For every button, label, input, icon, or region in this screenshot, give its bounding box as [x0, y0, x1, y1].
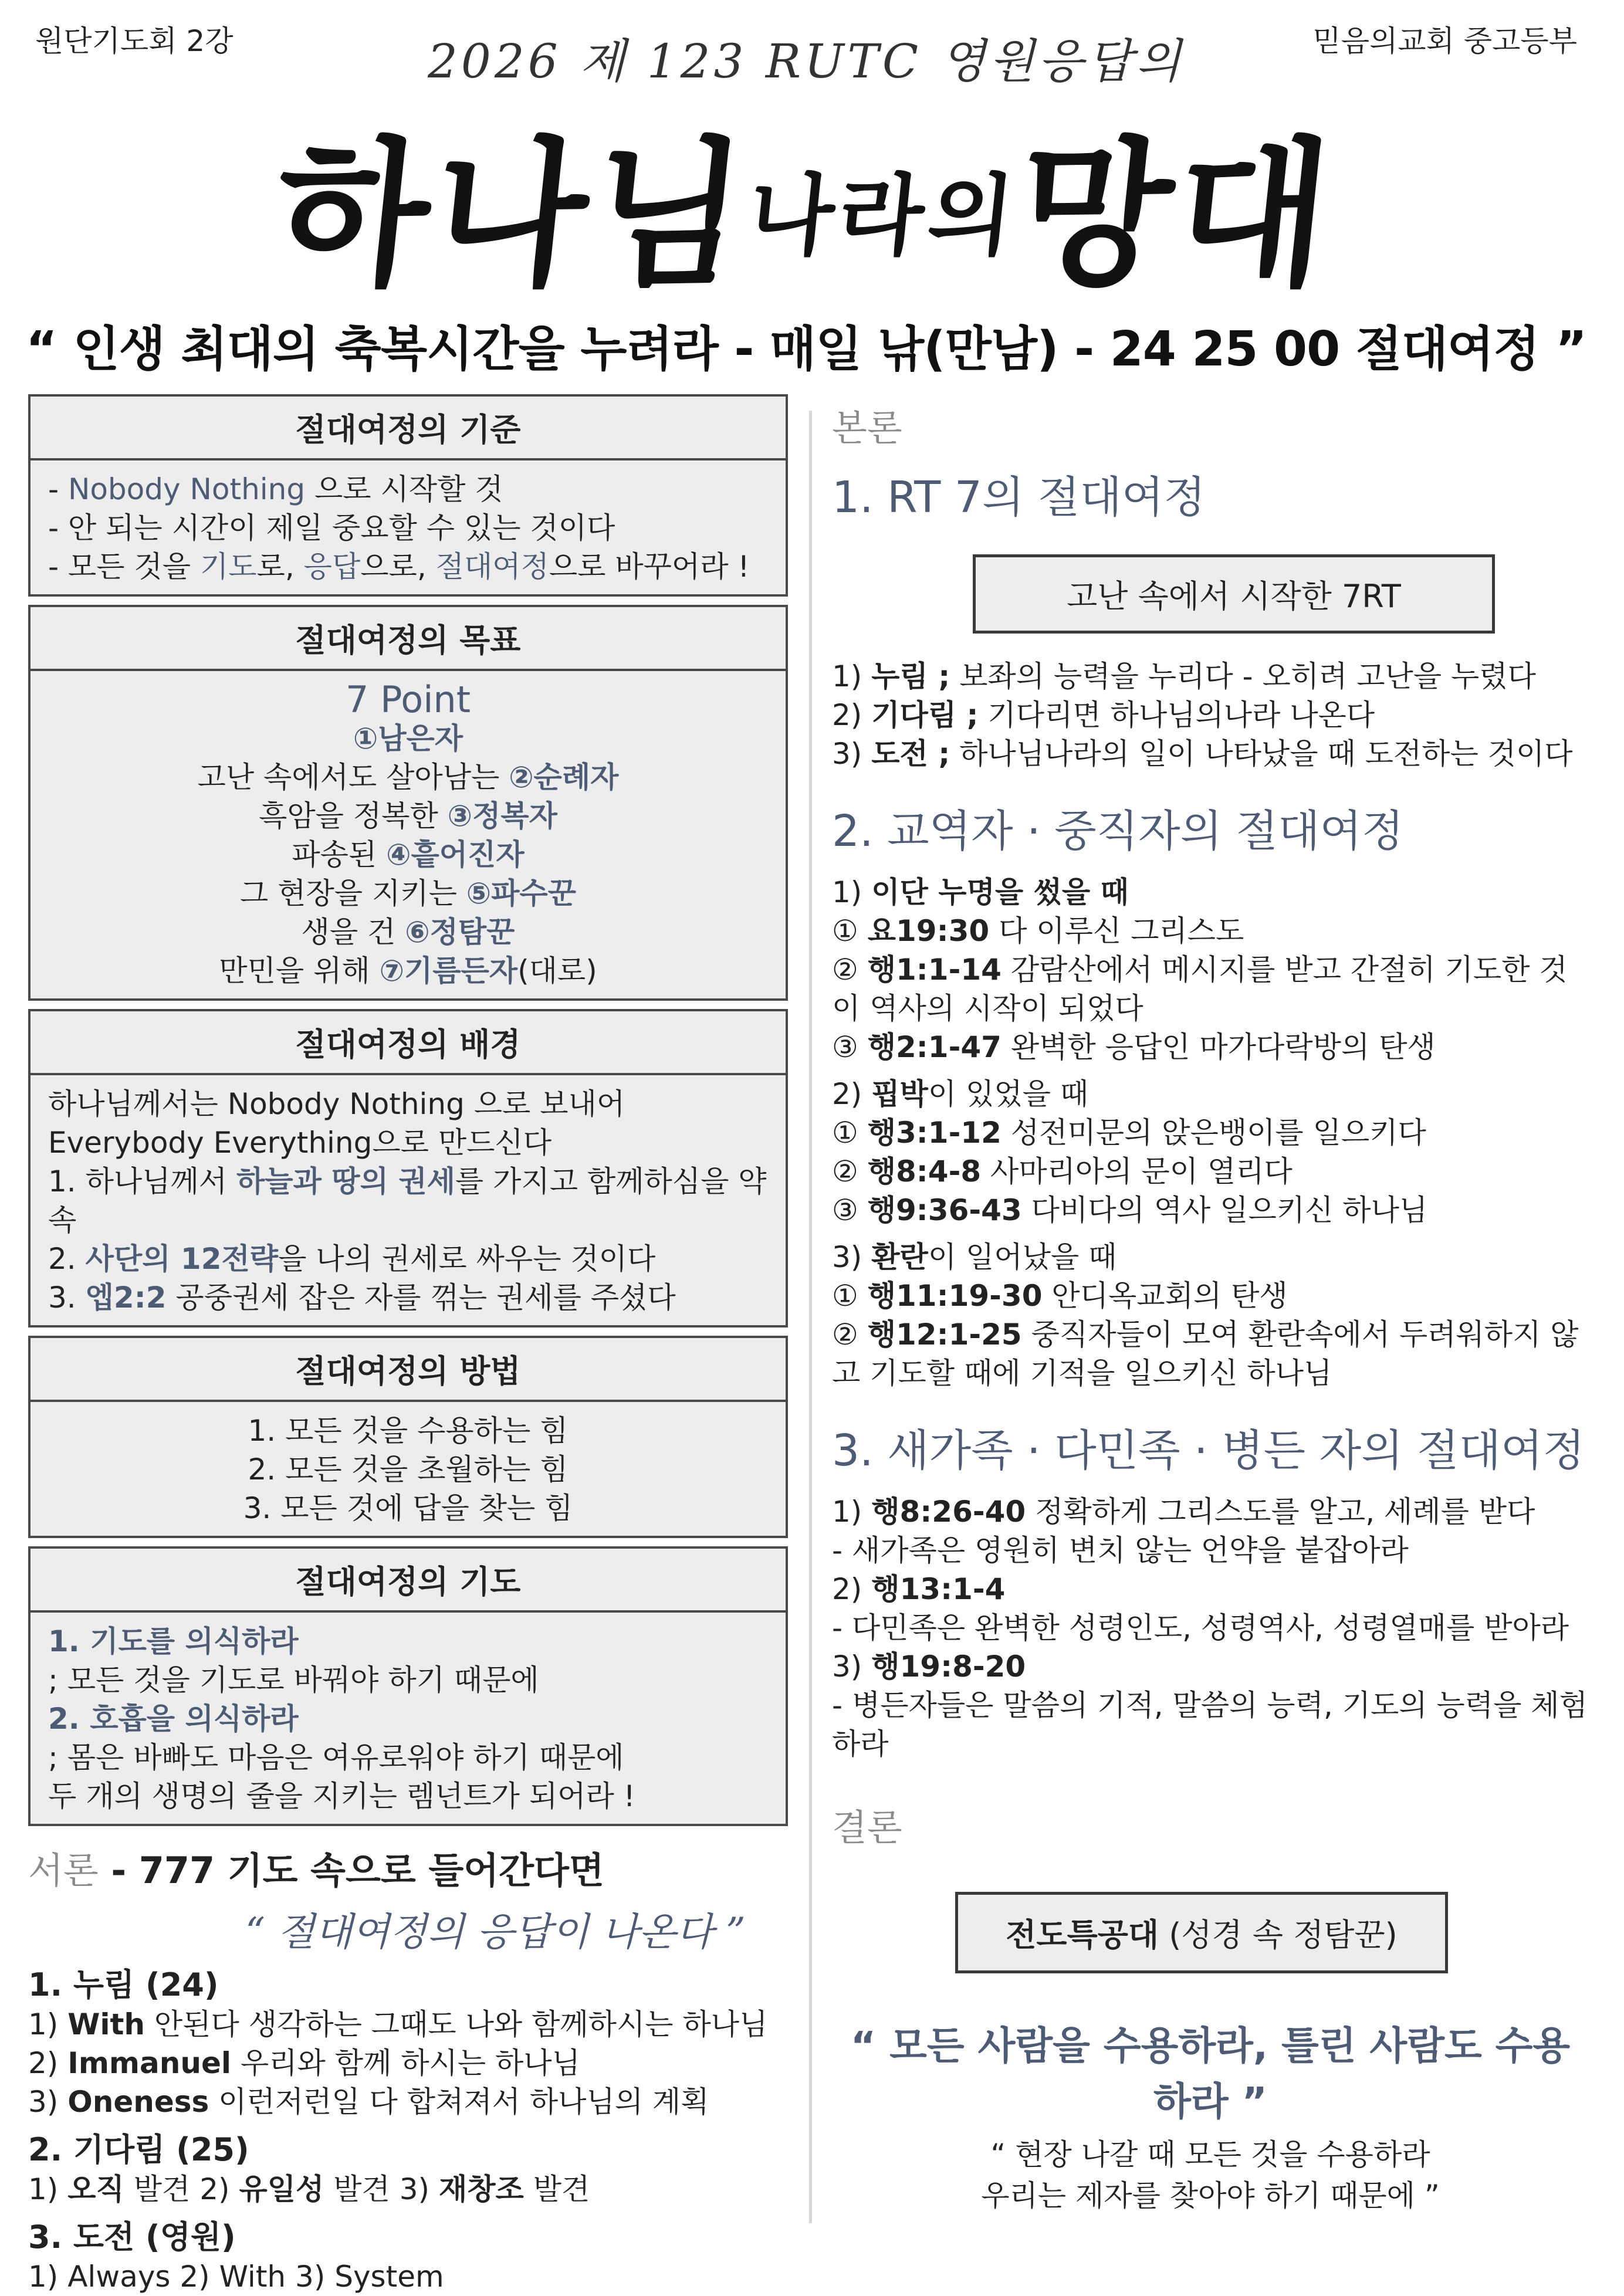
verse-ref: 행12:1-25 — [867, 1318, 1022, 1352]
keyword: 오직 — [67, 2172, 124, 2206]
pastor-line — [832, 1028, 1589, 1066]
text: 1) — [28, 2007, 68, 2041]
text: 이 있었을 때 — [928, 1077, 1089, 1111]
text: (대로) — [517, 954, 597, 988]
title-subtitle: 2026 제 123 RUTC 영원응답의 — [428, 34, 1185, 89]
text: 중직자들이 모여 환란속에서 두려워하지 않고 기도할 때에 기적을 일으키신 하나님 — [832, 1318, 1579, 1390]
answer-word: 응답 — [303, 550, 361, 584]
family-line — [832, 1647, 1589, 1686]
text: 다 이루신 그리스도 — [989, 914, 1244, 948]
text: 1) — [832, 1495, 872, 1529]
subquote-line-1: “ 현장 나갈 때 모든 것을 수용하라 — [990, 2138, 1430, 2172]
conclusion-label: 결론 — [832, 1806, 902, 1849]
verse-ref: 행9:36-43 — [867, 1193, 1022, 1227]
text: 고난 속에서도 살아남는 — [197, 760, 509, 794]
standard-line-2: - 안 되는 시간이 제일 중요할 수 있는 것이다 — [48, 511, 615, 545]
text: ① — [832, 1116, 868, 1150]
text: 으로, — [360, 550, 436, 584]
keyword: 환란 — [871, 1240, 928, 1274]
keyword: 누림 ; — [871, 659, 950, 693]
left-column — [28, 394, 788, 2296]
point-name: ⑤파수꾼 — [466, 876, 576, 910]
method-line-1: 1. 모든 것을 수용하는 힘 — [248, 1414, 569, 1448]
prayer-word: 기도 — [199, 550, 257, 584]
text: ③ — [832, 1030, 868, 1064]
prayer-line-2: ; 모든 것을 기도로 바꿔야 하기 때문에 — [48, 1663, 539, 1697]
text: 1) — [28, 2172, 68, 2206]
text: 발견 — [523, 2172, 590, 2206]
point-name: ④흩어진자 — [386, 838, 525, 872]
evangelism-title: 전도특공대 — [1006, 1916, 1159, 1953]
goal-point-6 — [48, 913, 768, 951]
text: 발견 3) — [324, 2172, 439, 2206]
event-label: 원단기도회 2강 — [35, 24, 234, 58]
text: 다비다의 역사 일으키신 하나님 — [1021, 1193, 1428, 1227]
text: 발견 2) — [124, 2172, 239, 2206]
verse-ref: 행8:4-8 — [867, 1154, 982, 1188]
text: 3) — [28, 2085, 68, 2119]
seven-point: 7 Point — [345, 678, 471, 721]
intro-section-3: 3. 도전 (영원) — [28, 2219, 236, 2256]
standard-box — [28, 394, 788, 597]
pastor-line — [832, 1315, 1589, 1393]
intro-title: - 777 기도 속으로 들어간다면 — [98, 1849, 604, 1892]
conclusion-subquote — [832, 2134, 1589, 2216]
pastor-line — [832, 1075, 1589, 1113]
method-box — [28, 1336, 788, 1538]
family-line: - 병든자들은 말씀의 기적, 말씀의 능력, 기도의 능력을 체험하라 — [832, 1688, 1588, 1761]
prayer-line-4: ; 몸은 바빠도 마음은 여유로워야 하기 때문에 — [48, 1740, 624, 1775]
text: 이런저런일 다 합쳐져서 하나님의 계획 — [209, 2085, 709, 2119]
background-line-2: Everybody Everything으로 만드신다 — [48, 1126, 552, 1160]
pastor-line — [832, 1191, 1589, 1230]
text: 1) — [832, 659, 872, 693]
method-body — [31, 1402, 786, 1536]
pastor-line — [832, 950, 1589, 1028]
point-name: ③정복자 — [447, 799, 557, 833]
pastor-line — [832, 873, 1589, 912]
prayer-line-1: 1. 기도를 의식하라 — [48, 1624, 299, 1658]
church-label: 믿음의교회 중고등부 — [1312, 24, 1577, 58]
text: 를 가지고 함께하심을 약속 — [48, 1164, 767, 1237]
goal-point-7 — [48, 951, 768, 990]
intro-line — [28, 2082, 788, 2121]
verse-ref: 행19:8-20 — [871, 1650, 1026, 1684]
text: 보좌의 능력을 누리다 - 오히려 고난을 누렸다 — [950, 659, 1536, 693]
text: - — [48, 472, 68, 506]
point-name: ⑦기름든자 — [379, 954, 518, 988]
pastor-line — [832, 1152, 1589, 1191]
text: 생을 건 — [301, 915, 405, 949]
title-part-c: 망대 — [1008, 121, 1344, 307]
pastor-line — [832, 1276, 1589, 1315]
page-title — [0, 88, 1624, 316]
seven-rt-box: 고난 속에서 시작한 7RT — [973, 554, 1495, 634]
point-name: ②순례자 — [509, 760, 619, 794]
standard-title: 절대여정의 기준 — [31, 397, 786, 460]
text: 1. 하나님께서 — [48, 1164, 236, 1198]
intro-line — [28, 2005, 788, 2044]
keyword: 유일성 — [239, 2172, 324, 2206]
intro-section-1: 1. 누림 (24) — [28, 1966, 219, 2003]
text: 2) — [832, 1077, 872, 1111]
text: 만민을 위해 — [219, 954, 380, 988]
verse-ref: 행8:26-40 — [871, 1495, 1026, 1529]
text: ② — [832, 1318, 868, 1352]
text: ① — [832, 914, 868, 948]
text: 이 일어났을 때 — [928, 1240, 1117, 1274]
text: 감람산에서 메시지를 받고 간절히 기도한 것이 역사의 시작이 되었다 — [832, 953, 1568, 1025]
family-line — [832, 1492, 1589, 1531]
text: 으로 시작할 것 — [305, 472, 503, 506]
text: 2. — [48, 1242, 86, 1276]
verse-ref: 행1:1-14 — [867, 953, 1002, 987]
text: 2) — [832, 1572, 872, 1606]
goal-point-4 — [48, 835, 768, 874]
text: 3) — [832, 1240, 872, 1274]
prayer-title: 절대여정의 기도 — [31, 1549, 786, 1613]
column-divider — [809, 411, 812, 2223]
intro-section — [28, 1841, 788, 2296]
intro-line — [28, 2044, 788, 2082]
text: 공중권세 잡은 자를 꺾는 권세를 주셨다 — [166, 1281, 676, 1315]
main-label: 본론 — [832, 407, 902, 449]
family-line: - 다민족은 완벽한 성령인도, 성령역사, 성령열매를 받아라 — [832, 1611, 1569, 1645]
conclusion-quote: “ 모든 사람을 수용하라, 틀린 사람도 수용하라 ” — [850, 2023, 1571, 2124]
title-part-a: 하나님 — [266, 121, 759, 307]
background-line-3 — [48, 1162, 768, 1240]
keyword: 도전 ; — [871, 737, 950, 771]
subquote-line-2: 우리는 제자를 찾아야 하기 때문에 ” — [981, 2179, 1440, 2213]
prayer-body — [31, 1613, 786, 1824]
highlight: 사단의 12전략 — [85, 1242, 279, 1276]
background-line-4 — [48, 1240, 768, 1278]
evangelism-subtitle: (성경 속 정탐꾼) — [1159, 1916, 1398, 1953]
text: ③ — [832, 1193, 868, 1227]
method-line-2: 2. 모든 것을 초월하는 힘 — [248, 1452, 569, 1486]
text: 3) — [832, 737, 872, 771]
goal-body — [31, 671, 786, 998]
background-title: 절대여정의 배경 — [31, 1011, 786, 1075]
headline: “ 인생 최대의 축복시간을 누려라 - 매일 낚(만남) - 24 25 00 절대여정 ” — [26, 321, 1586, 377]
keyword: Oneness — [67, 2085, 209, 2119]
text: - 모든 것을 — [48, 550, 200, 584]
goal-box — [28, 605, 788, 1001]
text: 안디옥교회의 탄생 — [1042, 1279, 1288, 1313]
verse-ref: 행13:1-4 — [871, 1572, 1006, 1606]
text: ② — [832, 1154, 868, 1188]
text: 로, — [256, 550, 304, 584]
goal-point-1: ①남은자 — [353, 722, 463, 756]
standard-line-3 — [48, 547, 768, 586]
verse-ref: 행2:1-47 — [867, 1030, 1002, 1064]
keyword: 이단 누명을 썼을 때 — [871, 875, 1129, 909]
intro-label: 서론 — [28, 1849, 99, 1892]
intro-heading — [28, 1841, 788, 1894]
pastor-line — [832, 1238, 1589, 1276]
highlight: 엡2:2 — [85, 1281, 167, 1315]
method-title: 절대여정의 방법 — [31, 1338, 786, 1402]
pastor-line — [832, 912, 1589, 950]
text: 그 현장을 지키는 — [239, 876, 466, 910]
text: 3) — [832, 1650, 872, 1684]
standard-line-1 — [48, 470, 768, 509]
intro-line: 1) Always 2) With 3) System — [28, 2260, 444, 2294]
journey-word: 절대여정 — [435, 550, 549, 584]
text: ① — [832, 1279, 868, 1313]
keyword: 재창조 — [438, 2172, 524, 2206]
intro-section-2: 2. 기다림 (25) — [28, 2131, 249, 2168]
text: 하나님나라의 일이 나타났을 때 도전하는 것이다 — [950, 737, 1573, 771]
background-line-1: 하나님께서는 Nobody Nothing 으로 보내어 — [48, 1087, 625, 1121]
keyword: Immanuel — [67, 2046, 232, 2080]
rt-line — [832, 657, 1589, 696]
pastor-line — [832, 1113, 1589, 1152]
evangelism-box — [955, 1892, 1448, 1973]
text: 1) — [832, 875, 872, 909]
keyword: 핍박 — [871, 1077, 928, 1111]
prayer-line-3: 2. 호흡을 의식하라 — [48, 1702, 299, 1736]
highlight: 하늘과 땅의 권세 — [236, 1164, 455, 1198]
method-line-3: 3. 모든 것에 답을 찾는 힘 — [243, 1491, 573, 1525]
verse-ref: 행11:19-30 — [867, 1279, 1043, 1313]
goal-point-5 — [48, 874, 768, 913]
keyword: 기다림 ; — [871, 698, 979, 732]
goal-point-2 — [48, 758, 768, 797]
text: 기다리면 하나님의나라 나온다 — [978, 698, 1375, 732]
family-line: - 새가족은 영원히 변치 않는 언약을 붙잡아라 — [832, 1533, 1409, 1567]
text: 성전미문의 앉은뱅이를 일으키다 — [1001, 1116, 1426, 1150]
text: 완벽한 응답인 마가다락방의 탄생 — [1001, 1030, 1436, 1064]
title-part-b: 나라의 — [743, 164, 1024, 267]
standard-body — [31, 460, 786, 594]
rt-line — [832, 696, 1589, 734]
main-heading-3: 3. 새가족 · 다민족 · 병든 자의 절대여정 — [832, 1425, 1585, 1476]
goal-title: 절대여정의 목표 — [31, 607, 786, 671]
text: 2) — [28, 2046, 68, 2080]
background-line-5 — [48, 1278, 768, 1317]
main-heading-1: 1. RT 7의 절대여정 — [832, 472, 1206, 523]
text: 으로 바꾸어라 ! — [549, 550, 750, 584]
text: ② — [832, 953, 868, 987]
text: 2) — [832, 698, 872, 732]
right-column — [832, 399, 1589, 2216]
prayer-box — [28, 1546, 788, 1826]
text: 정확하게 그리스도를 알고, 세례를 받다 — [1026, 1495, 1535, 1529]
keyword: With — [67, 2007, 146, 2041]
text: 파송된 — [292, 838, 387, 872]
nobody-nothing-text: Nobody Nothing — [67, 472, 306, 506]
point-name: ⑥정탐꾼 — [405, 915, 515, 949]
family-line — [832, 1570, 1589, 1608]
intro-quote: “ 절대여정의 응답이 나온다 ” — [245, 1909, 746, 1955]
verse-ref: 행3:1-12 — [867, 1116, 1002, 1150]
prayer-line-5: 두 개의 생명의 줄을 지키는 렘넌트가 되어라 ! — [48, 1779, 635, 1813]
main-heading-2: 2. 교역자 · 중직자의 절대여정 — [832, 806, 1404, 856]
background-box — [28, 1009, 788, 1328]
goal-point-3 — [48, 797, 768, 835]
text: 안된다 생각하는 그때도 나와 함께하시는 하나님 — [145, 2007, 768, 2041]
verse-ref: 요19:30 — [867, 914, 990, 948]
intro-line — [28, 2170, 788, 2209]
text: 사마리아의 문이 열리다 — [981, 1154, 1293, 1188]
text: 우리와 함께 하시는 하나님 — [231, 2046, 580, 2080]
text: 을 나의 권세로 싸우는 것이다 — [278, 1242, 656, 1276]
rt-line — [832, 734, 1589, 773]
background-body — [31, 1075, 786, 1325]
text: 3. — [48, 1281, 86, 1315]
text: 흑암을 정복한 — [259, 799, 448, 833]
